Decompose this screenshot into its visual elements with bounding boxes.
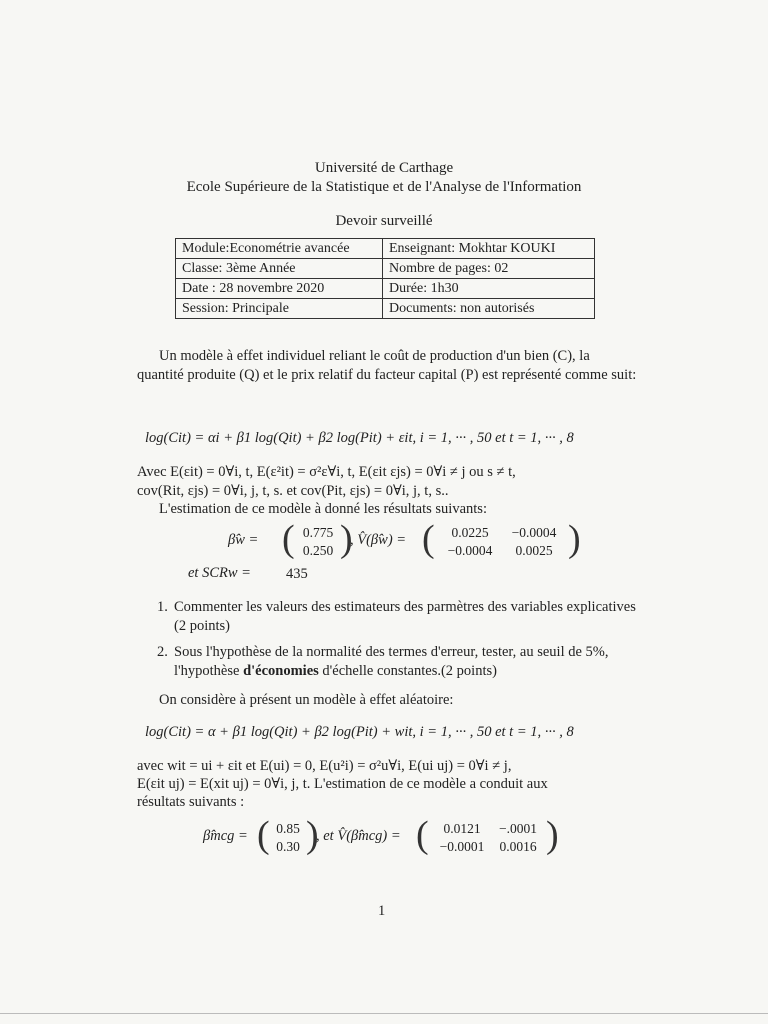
random-assumptions-line-3: résultats suivants : — [137, 794, 245, 810]
equation-fixed-effects: log(Cit) = αi + β1 log(Qit) + β2 log(Pit) + εit, i = 1, ··· , 50 et t = 1, ··· , 8 — [145, 430, 574, 446]
exam-info-table — [175, 238, 595, 319]
matrix-cell: −0.0004 — [511, 525, 557, 540]
table-cell: Classe: 3ème Année — [176, 259, 383, 279]
equation-random-effects: log(Cit) = α + β1 log(Qit) + β2 log(Pit) + wit, i = 1, ··· , 50 et t = 1, ··· , 8 — [145, 724, 574, 740]
scr-label: et SCRw = — [188, 565, 251, 581]
page-edge-line — [0, 1013, 768, 1014]
matrix-cell: −.0001 — [499, 821, 537, 836]
left-paren: ( — [282, 518, 295, 560]
table-row — [176, 299, 595, 319]
question-1-text: Commenter les valeurs des estimateurs des parmètres des variables explicatives (2 points) — [174, 599, 636, 634]
table-cell: Date : 28 novembre 2020 — [176, 279, 383, 299]
matrix-cell: 0.85 — [276, 821, 300, 836]
matrix-cell: 0.775 — [302, 525, 334, 540]
matrix-cell: 0.250 — [302, 543, 334, 558]
scr-value: 435 — [286, 566, 308, 582]
table-cell: Nombre de pages: 02 — [383, 259, 595, 279]
variance-within-label: , V̂(β̂w) = — [350, 532, 407, 548]
beta-within-label: β̂w = — [228, 532, 259, 548]
left-paren: ( — [257, 814, 270, 856]
matrix-cell: 0.0016 — [499, 839, 537, 854]
matrix-cell: 0.30 — [276, 839, 300, 854]
left-paren: ( — [422, 518, 435, 560]
table-row — [176, 239, 595, 259]
question-2-text — [174, 643, 638, 681]
assumptions-line-3: L'estimation de ce modèle à donné les résultats suivants: — [159, 501, 487, 517]
right-paren: ) — [546, 814, 559, 856]
random-effects-intro: On considère à présent un modèle à effet aléatoire: — [159, 692, 454, 708]
matrix-cell: 0.0225 — [451, 525, 489, 540]
table-cell: Enseignant: Mokhtar KOUKI — [383, 239, 595, 259]
table-cell: Session: Principale — [176, 299, 383, 319]
matrix-cell: −0.0001 — [439, 839, 485, 854]
right-paren: ) — [306, 814, 319, 856]
page-number: 1 — [378, 903, 386, 919]
question-number: 2. — [157, 644, 168, 660]
table-cell: Documents: non autorisés — [383, 299, 595, 319]
right-paren: ) — [340, 518, 353, 560]
intro-paragraph: Un modèle à effet individuel reliant le coût de production d'un bien (C), la quantité produite (Q) et le prix relatif du facteur capital (P) est représenté comme suit: — [137, 348, 637, 383]
table-row — [176, 279, 595, 299]
matrix-cell: −0.0004 — [447, 543, 493, 558]
random-assumptions-line-2: E(εit uj) = E(xit uj) = 0∀i, j, t. L'estimation de ce modèle a conduit aux — [137, 776, 548, 792]
variance-mcg-label: , et V̂(β̂mcg) = — [316, 828, 401, 844]
matrix-cell: 0.0121 — [443, 821, 481, 836]
assumptions-line-2: cov(Rit, εjs) = 0∀i, j, t, s. et cov(Pit, εjs) = 0∀i, j, t, s.. — [137, 483, 449, 499]
question-2-bold: d'économies — [243, 663, 319, 679]
beta-mcg-label: β̂mcg = — [203, 828, 248, 844]
random-assumptions-line-1: avec wit = ui + εit et E(ui) = 0, E(u²i) = σ²u∀i, E(ui uj) = 0∀i ≠ j, — [137, 758, 512, 774]
question-number: 1. — [157, 599, 168, 615]
exam-title: Devoir surveillé — [335, 213, 433, 229]
university-name: Université de Carthage — [314, 160, 454, 176]
matrix-cell: 0.0025 — [515, 543, 553, 558]
question-2-text-after: d'échelle constantes.(2 points) — [318, 663, 497, 679]
table-row — [176, 259, 595, 279]
table-cell: Durée: 1h30 — [383, 279, 595, 299]
right-paren: ) — [568, 518, 581, 560]
assumptions-line-1: Avec E(εit) = 0∀i, t, E(ε²it) = σ²ε∀i, t, E(εit εjs) = 0∀i ≠ j ou s ≠ t, — [137, 464, 516, 480]
left-paren: ( — [416, 814, 429, 856]
question-2-text-before: Sous l'hypothèse de la normalité des termes d'erreur, tester, au seuil de 5%, l'hypothèse — [174, 644, 609, 679]
school-name: Ecole Supérieure de la Statistique et de l'Analyse de l'Information — [186, 179, 582, 195]
table-cell: Module:Econométrie avancée — [176, 239, 383, 259]
